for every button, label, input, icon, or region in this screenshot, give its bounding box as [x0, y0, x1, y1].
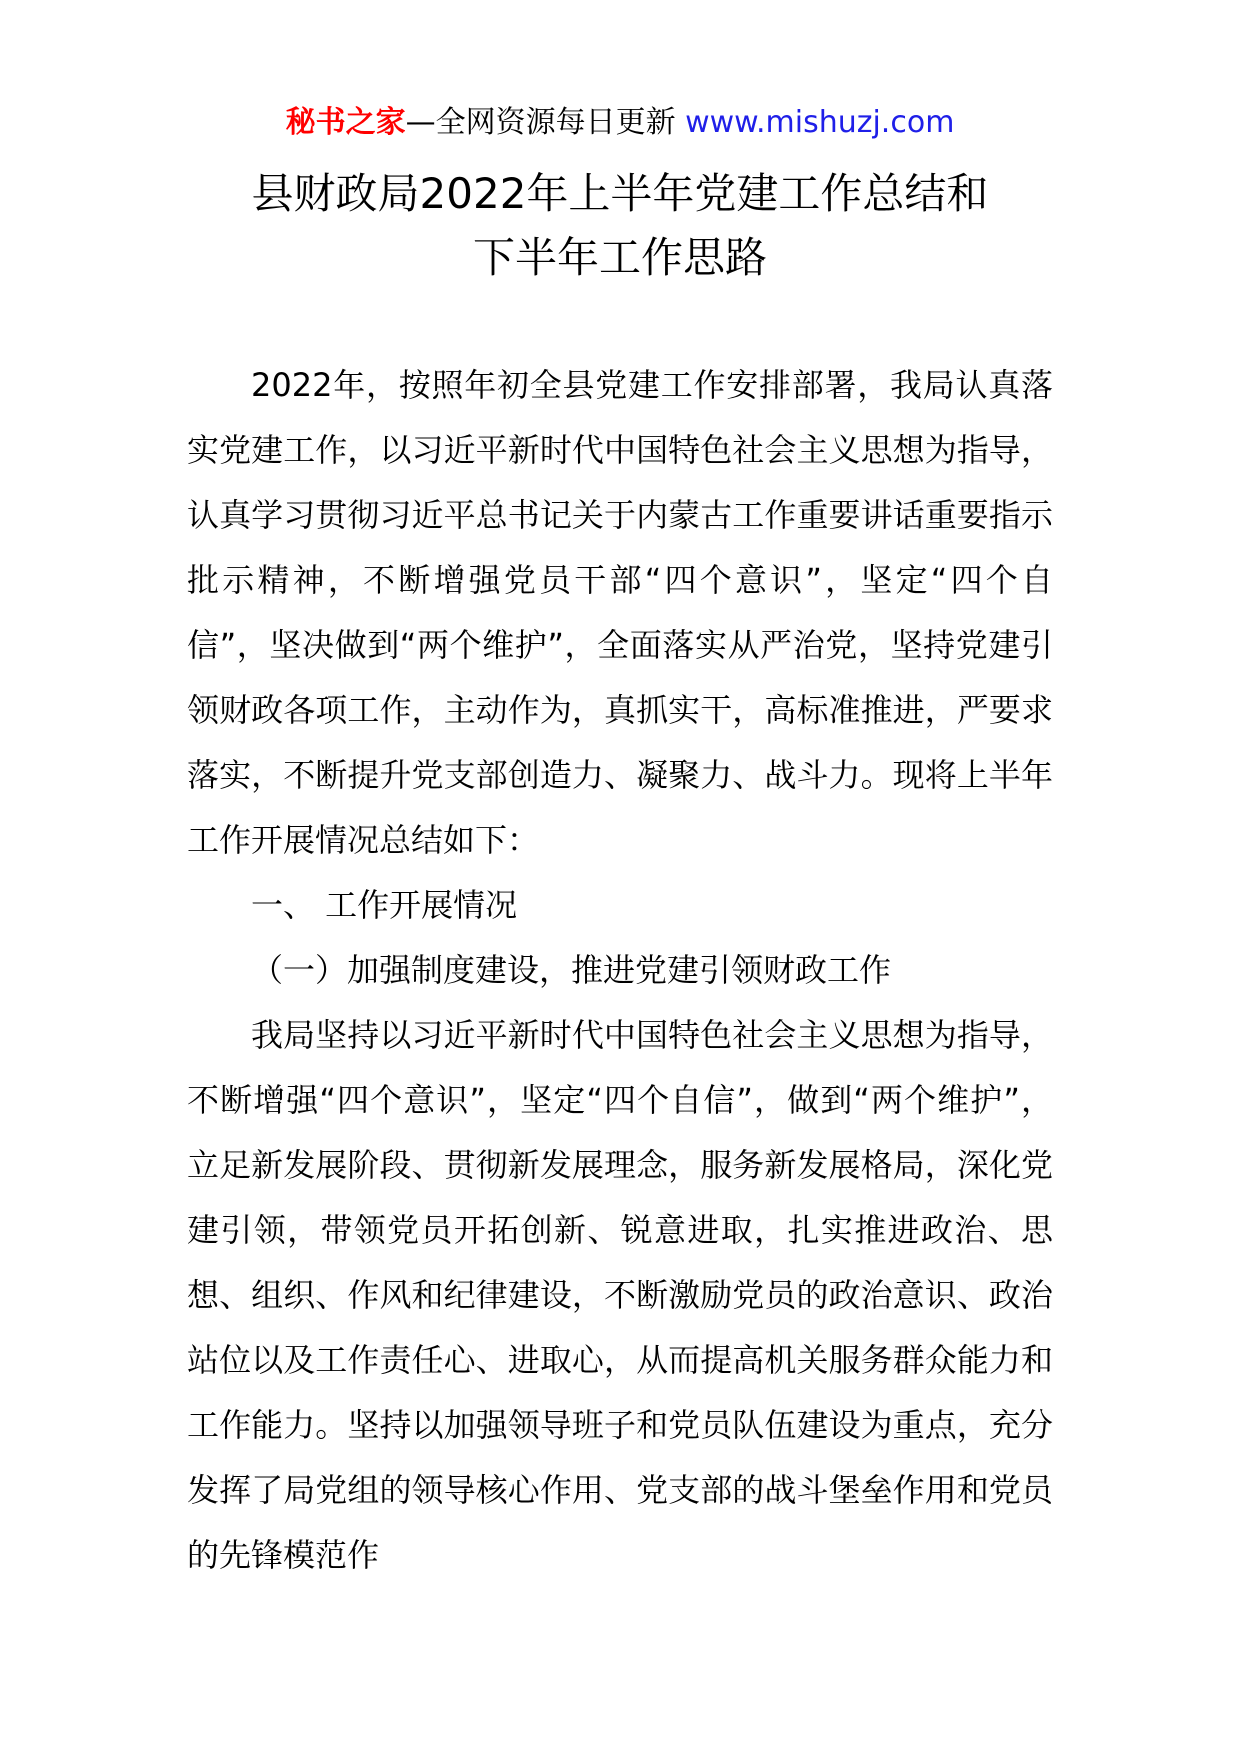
document-body [187, 353, 1053, 1588]
section-heading: 一、 工作开展情况 [251, 886, 518, 924]
subsection-heading: （一）加强制度建设，推进党建引领财政工作 [251, 951, 892, 989]
title-line-1: 县财政局2022年上半年党建工作总结和 [251, 169, 989, 218]
brand-slogan: —全网资源每日更新 [405, 105, 676, 140]
watermark-header [0, 101, 1240, 145]
body-paragraph: 我局坚持以习近平新时代中国特色社会主义思想为指导，不断增强“四个意识”，坚定“四个自信”，做到“两个维护”，立足新发展阶段、贯彻新发展理念，服务新发展格局，深化党建引领，带领党员开拓创新、锐意进取，扎实推进政治、思想、组织、作风和纪律建设，不断激励党员的政治意识、政治站位以及工作责任心、进取心，从而提高机关服务群众能力和工作能力。坚持以加强领导班子和党员队伍建设为重点，充分发挥了局党组的领导核心作用、党支部的战斗堡垒作用和党员的先锋模范作 [187, 1016, 1053, 1574]
site-url: www.mishuzj.com [675, 105, 955, 140]
brand-name: 秘书之家 [285, 105, 406, 140]
intro-paragraph: 2022年，按照年初全县党建工作安排部署，我局认真落实党建工作，以习近平新时代中国特色社会主义思想为指导，认真学习贯彻习近平总书记关于内蒙古工作重要讲话重要指示批示精神，不断增强党员干部“四个意识”，坚定“四个自信”，坚决做到“两个维护”，全面落实从严治党，坚持党建引领财政各项工作，主动作为，真抓实干，高标准推进，严要求落实，不断提升党支部创造力、凝聚力、战斗力。现将上半年工作开展情况总结如下： [187, 366, 1053, 859]
document-title [0, 162, 1240, 290]
title-line-2: 下半年工作思路 [472, 233, 767, 282]
